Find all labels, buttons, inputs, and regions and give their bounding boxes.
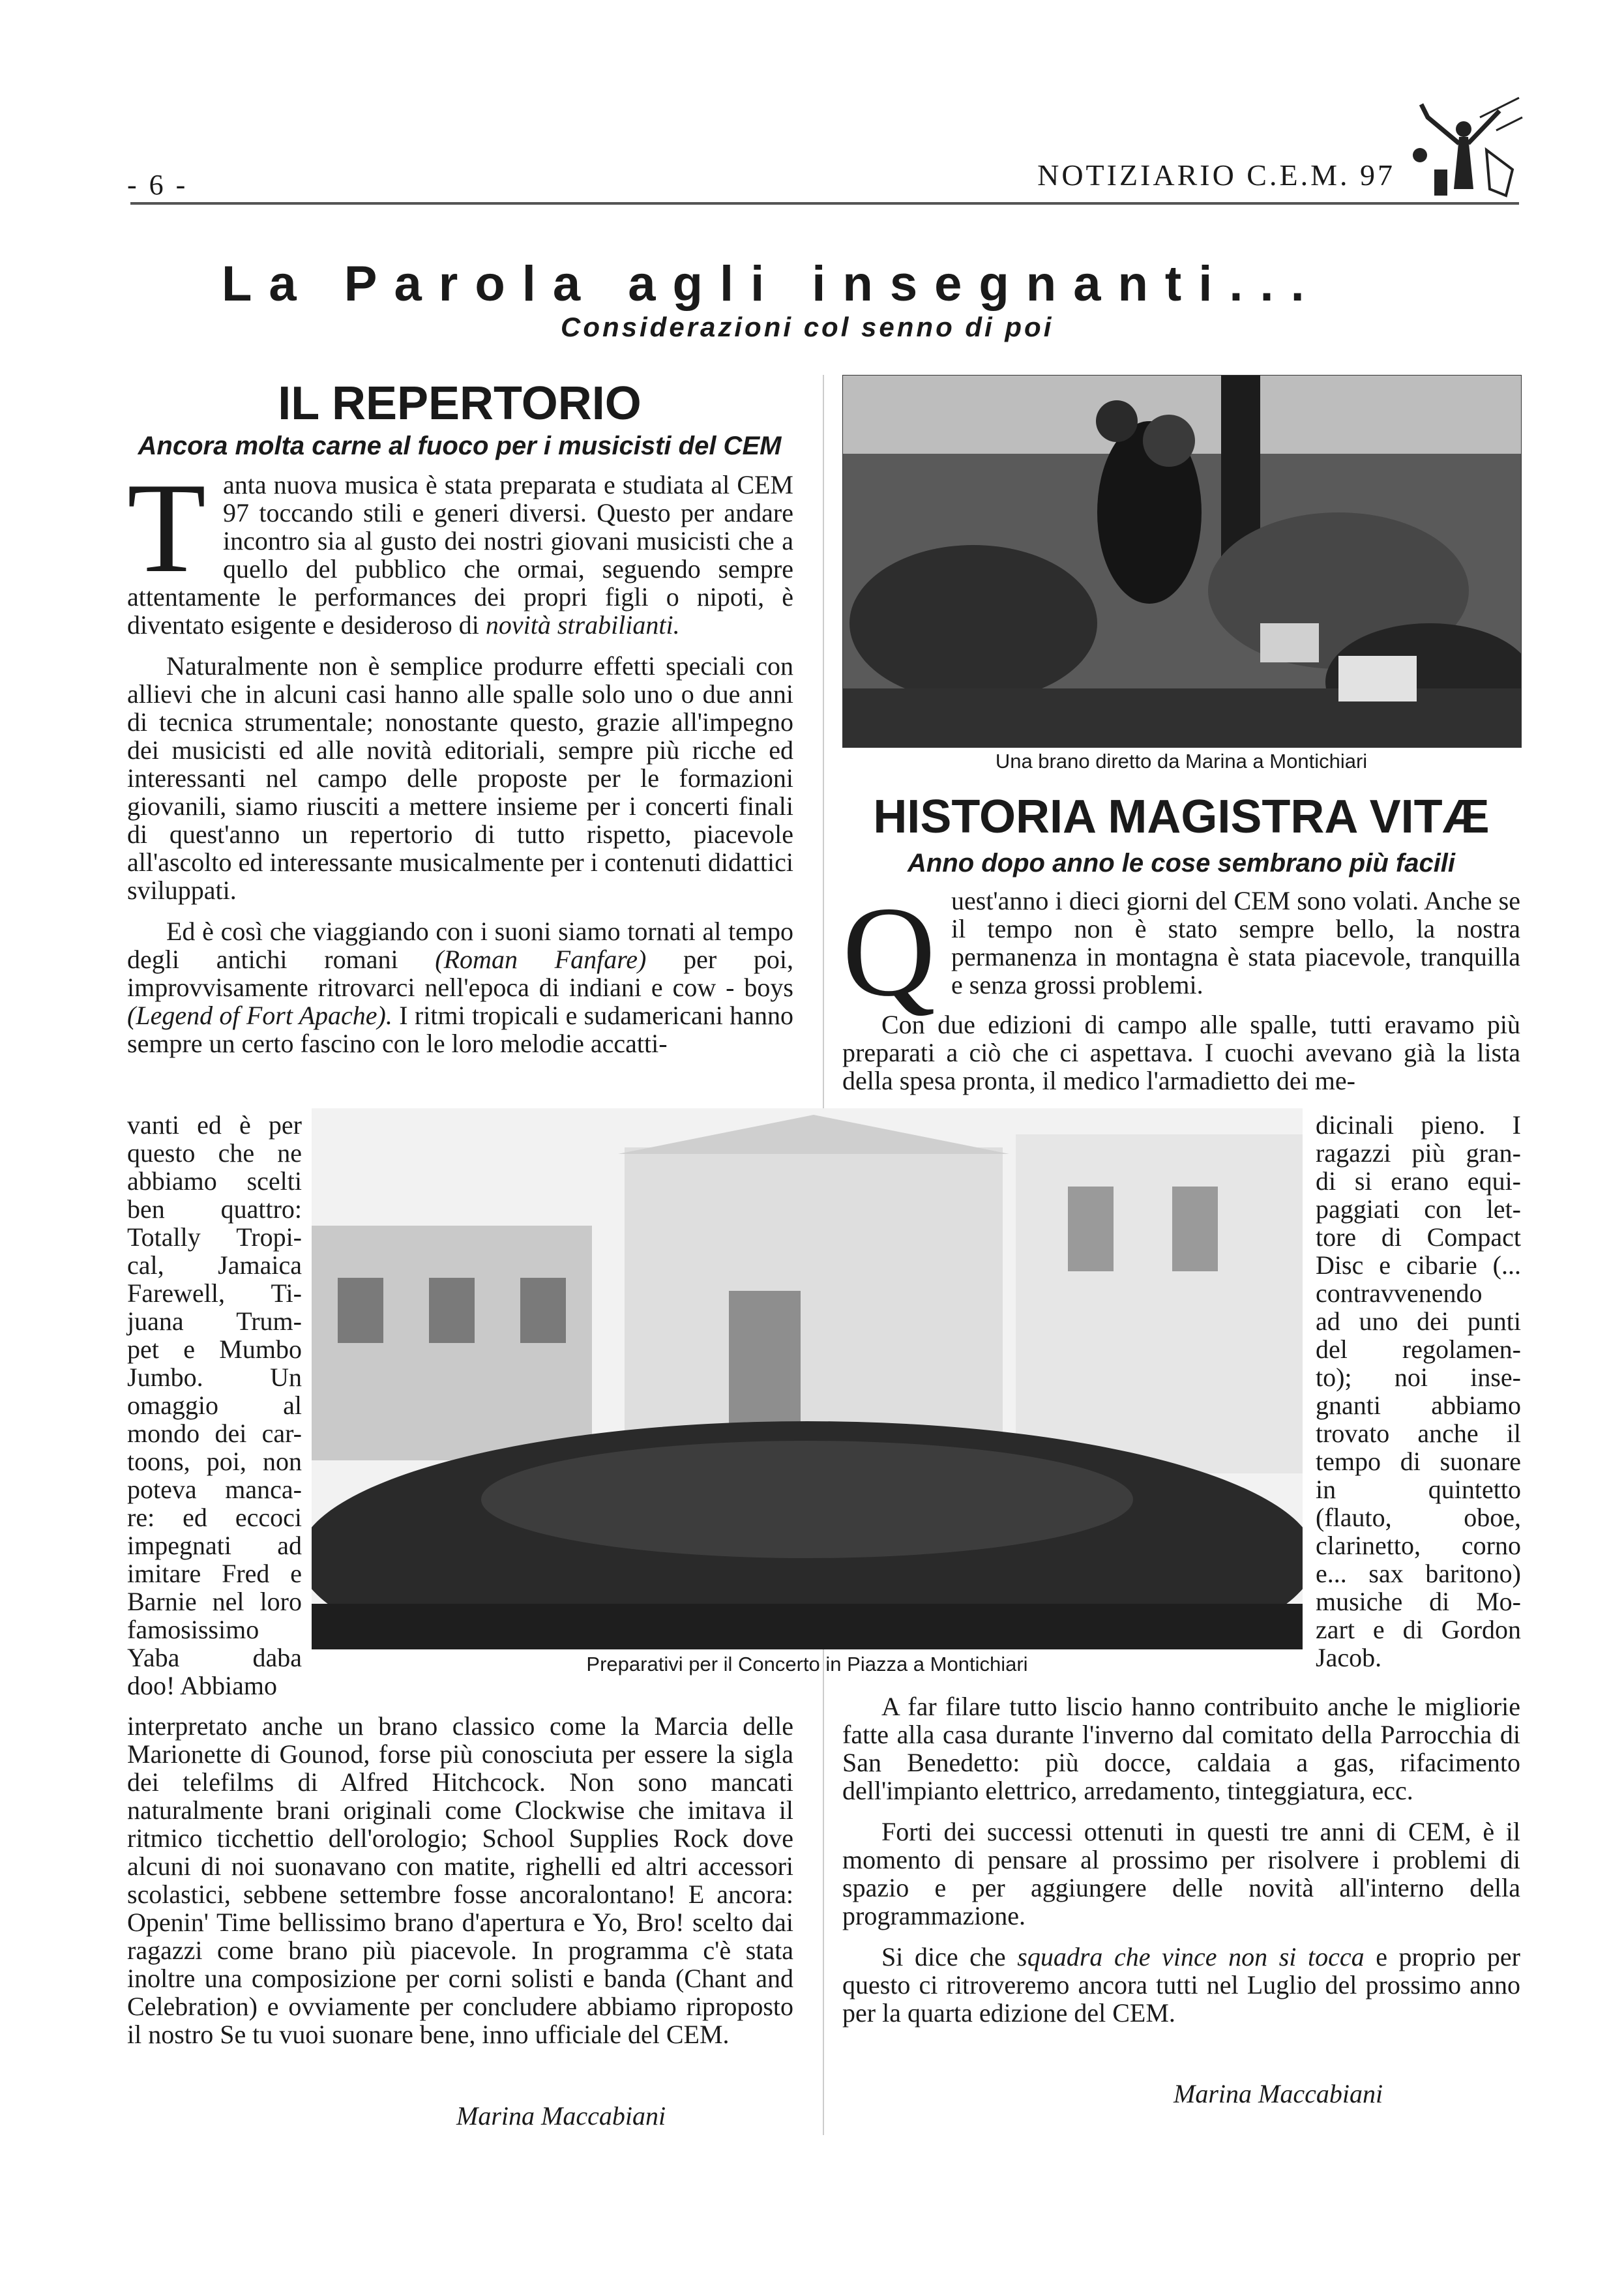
header-rule — [130, 202, 1519, 205]
narrow-line: (flauto, oboe, — [1316, 1503, 1521, 1532]
narrow-line: re: ed eccoci — [127, 1503, 302, 1532]
photo-conductor-rehearsal — [842, 375, 1522, 748]
narrow-line: Barnie nel loro — [127, 1587, 302, 1616]
article1-p1-italic: novità strabilianti. — [485, 610, 680, 640]
page-number: - 6 - — [127, 169, 188, 201]
conductor-logo-icon — [1382, 91, 1532, 202]
article2-paragraph-3: A far filare tutto liscio hanno contribuito anche le migliorie fatte alla casa durante l'inverno dal comitato della Parrocchia di San Benedetto: più docce, caldaia a gas, rifacimento dell'impianto elettrico, arredamento, tinteggiatura, ecc. — [842, 1692, 1520, 1805]
publication-title: NOTIZIARIO C.E.M. 97 — [1037, 158, 1395, 192]
narrow-line: omaggio al — [127, 1391, 302, 1420]
article1-body-top — [127, 456, 794, 1058]
article1-title: IL REPERTORIO — [278, 377, 642, 430]
article2-title: HISTORIA MAGISTRA VITÆ — [873, 791, 1490, 843]
narrow-line: cal, Jamaica — [127, 1250, 302, 1280]
article1-paragraph-2: Naturalmente non è semplice produrre effetti speciali con allievi che in alcuni casi hanno alle spalle solo uno o due anni di tecnica strumentale; nonostante questo, grazie all'impegno dei musicisti ed alle novità editoriali, sempre più ricche ed interessanti nel campo delle proposte per le formazioni giovanili, siamo riusciti a mettere insieme per i concerti finali di quest'anno un repertorio di tutto rispetto, piacevole all'ascolto ed interessante musicalmente per i contenuti didattici sviluppati. — [127, 651, 793, 905]
narrow-line: pet e Mumbo — [127, 1335, 302, 1364]
narrow-line: famosissimo — [127, 1615, 259, 1644]
narrow-line: Farewell, Ti- — [127, 1278, 302, 1308]
article2-paragraph-1 — [842, 880, 1520, 1023]
p5-text-a: Si dice che — [881, 1942, 1018, 1971]
narrow-line: Yaba daba — [127, 1643, 302, 1672]
article1-body-bottom — [127, 1712, 793, 2048]
article2-paragraph-2: Con due edizioni di campo alle spalle, tutti eravamo più preparati a ciò che ci aspettava. I cuochi avevano già la lista della spesa pronta, il medico l'armadietto dei me- — [842, 1010, 1520, 1095]
photo1-caption: Una brano diretto da Marina a Montichiari — [995, 750, 1368, 773]
narrow-line: tore di Compact — [1316, 1222, 1521, 1252]
narrow-line: zart e di Gordon — [1316, 1615, 1521, 1644]
narrow-line: paggiati con let- — [1316, 1194, 1521, 1224]
p3-text-c: per poi, improvvisamente ritrovarci nell'epoca di indiani e cow - boys — [127, 945, 794, 1002]
article2-dropcap: Q — [842, 880, 936, 1023]
narrow-line: e... sax baritono) — [1316, 1559, 1521, 1588]
cem-logo — [1382, 91, 1532, 202]
narrow-line: impegnati ad — [127, 1531, 302, 1560]
narrow-line: poteva manca- — [127, 1475, 302, 1504]
article2-body-top — [842, 880, 1520, 1095]
article1-paragraph-1 — [127, 456, 793, 640]
narrow-line: trovato anche il — [1316, 1419, 1521, 1448]
narrow-line: Jumbo. Un — [127, 1363, 302, 1392]
p3-text-e: I ritmi tropicali e sudamericani hanno sempre un certo fascino con le loro melodie accatti- — [127, 1001, 794, 1058]
orchestra-photo-icon — [843, 376, 1521, 747]
narrow-line: toons, poi, non — [127, 1447, 302, 1476]
article1-paragraph-3 — [127, 917, 793, 1057]
narrow-line: tempo di suonare — [1316, 1447, 1521, 1476]
page-subtitle: Considerazioni col senno di poi — [561, 312, 1054, 342]
article1-p1-text: anta nuova musica è stata preparata e studiata al CEM 97 toccando stili e generi diversi. Questo per andare incontro sia al gusto dei nostri giovani musicisti che a quello del pubblico che ormai, seguendo sempre attentamente le performances dei propri figli o nipoti, è diventato esigente e desideroso di — [127, 470, 793, 640]
narrow-line: contravvenendo — [1316, 1278, 1483, 1308]
article2-paragraph-5 — [842, 1943, 1520, 2027]
p3-italic-d: (Legend of Fort Apache). — [127, 1001, 392, 1030]
narrow-line: clarinetto, corno — [1316, 1531, 1521, 1560]
narrow-line: questo che ne — [127, 1138, 302, 1168]
narrow-line: del regolamen- — [1316, 1335, 1521, 1364]
narrow-line: gnanti abbiamo — [1316, 1391, 1521, 1420]
article1-narrow-column — [127, 1111, 302, 1700]
article1-paragraph-4: interpretato anche un brano classico come la Marcia delle Marionette di Gounod, forse più conosciuta per essere la sigla dei telefilms di Alfred Hitchcock. Non sono mancati naturalmente brani originali come Clockwise che imitava il ritmico ticchettio dell'orologio; School Supplies Rock dove alcuni di noi suonavano con matite, righelli ed altri accessori scolastici, sebbene settembre fosse ancoralontano! E ancora: Openin' Time bellissimo brano d'apertura e Yo, Bro! scelto dai ragazzi come brano più piacevole. In programma c'è stata inoltre una composizione per corni solisti e banda (Chant and Celebration) e ovviamente per concludere abbiamo riproposto il nostro Se tu vuoi suonare bene, inno ufficiale del CEM. — [127, 1711, 793, 2049]
narrow-line: di si erano equi- — [1316, 1166, 1521, 1196]
article1-subtitle: Ancora molta carne al fuoco per i musicisti del CEM — [138, 432, 782, 460]
narrow-line: Disc e cibarie (... — [1316, 1250, 1521, 1280]
narrow-line: in quintetto — [1316, 1475, 1521, 1504]
article2-paragraph-4: Forti dei successi ottenuti in questi tre anni di CEM, è il momento di pensare al prossimo per risolvere i problemi di spazio e per aggiungere delle novità all'interno della programmazione. — [842, 1817, 1520, 1930]
article2-narrow-column — [1316, 1111, 1521, 1672]
narrow-line: ad uno dei punti — [1316, 1306, 1521, 1336]
article1-signature: Marina Maccabiani — [456, 2101, 666, 2131]
narrow-line: juana Trum- — [127, 1306, 302, 1336]
narrow-line: Totally Tropi- — [127, 1222, 302, 1252]
p5-italic-b: squadra che vince non si tocca — [1017, 1942, 1365, 1971]
narrow-line: abbiamo scelti — [127, 1166, 302, 1196]
narrow-line: mondo dei car- — [127, 1419, 302, 1448]
narrow-line: ben quattro: — [127, 1194, 302, 1224]
p3-text-a: Ed è così che viaggiando con i suoni siamo tornati al tempo degli antichi romani — [127, 917, 793, 974]
page-title: La Parola agli insegnanti... — [222, 256, 1321, 312]
p3-italic-b: (Roman Fanfare) — [435, 945, 647, 974]
article2-p1-text: uest'anno i dieci giorni del CEM sono volati. Anche se il tempo non è stato sempre bello, la nostra permanenza in montagna è stata piacevole, tranquilla e senza grossi problemi. — [951, 886, 1520, 999]
narrow-line: imitare Fred e — [127, 1559, 302, 1588]
narrow-line: Jacob. — [1316, 1643, 1382, 1672]
narrow-line: to); noi inse- — [1316, 1363, 1521, 1392]
p5-text-c: e proprio per questo ci ritroveremo ancora tutti nel Luglio del prossimo anno per la quarta edizione del CEM. — [842, 1942, 1520, 2028]
piazza-concert-icon — [312, 1108, 1303, 1649]
article2-body-bottom — [842, 1692, 1520, 2027]
narrow-line: doo! Abbiamo — [127, 1671, 277, 1700]
article2-subtitle: Anno dopo anno le cose sembrano più facili — [907, 849, 1456, 878]
article1-dropcap: T — [127, 456, 206, 599]
narrow-line: musiche di Mo- — [1316, 1587, 1521, 1616]
narrow-line: dicinali pieno. I — [1316, 1110, 1521, 1140]
narrow-line: ragazzi più gran- — [1316, 1138, 1521, 1168]
photo-concert-piazza — [312, 1108, 1303, 1649]
article2-signature: Marina Maccabiani — [1174, 2079, 1383, 2108]
narrow-line: vanti ed è per — [127, 1110, 302, 1140]
photo2-caption: Preparativi per il Concerto in Piazza a Montichiari — [586, 1653, 1028, 1675]
